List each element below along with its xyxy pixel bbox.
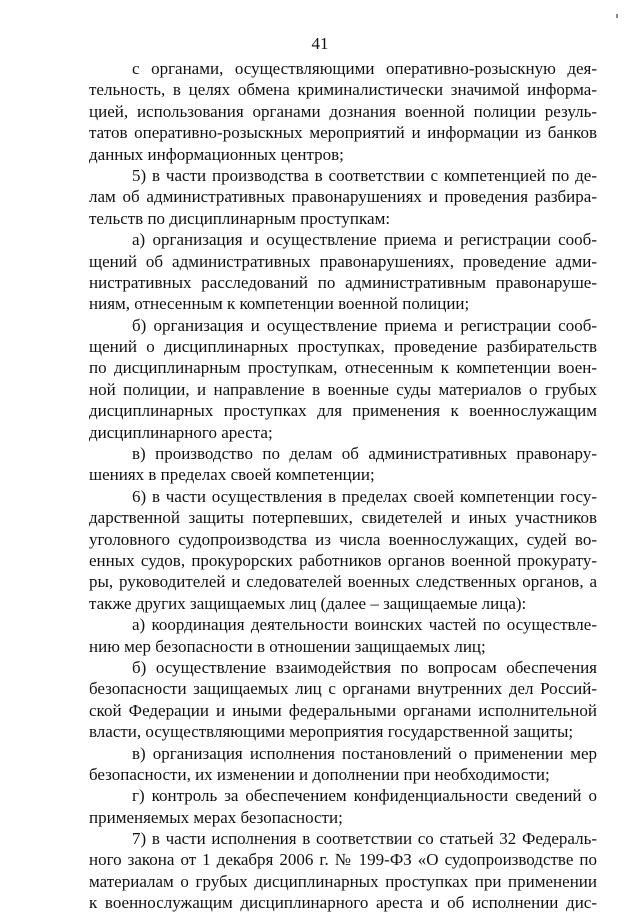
text-line: применяемых мерах безопасности; [89, 807, 343, 827]
scan-mark [616, 14, 618, 18]
text-line: дисциплинарных проступках для применения к военнослужащим [89, 401, 597, 421]
text-line: ниям, отнесенным к компетенции военной полиции; [89, 294, 470, 314]
text-line: лам об административных правонарушениях и проведения разбира- [89, 187, 597, 207]
text-line: енных судов, прокурорских работников органов военной прокурату- [89, 550, 597, 570]
text-line: тельств по дисциплинарным проступкам: [89, 208, 391, 228]
text-line: данных информационных центров; [89, 144, 344, 164]
text-line: щений об административных правонарушениях, проведение адми- [89, 251, 597, 271]
text-line: власти, осуществляющими мероприятия государственной защиты; [89, 722, 574, 742]
text-line: 6) в части осуществления в пределах своей компетенции госу- [132, 486, 597, 506]
text-line: ной полиции, и направление в военные суды материалов о грубых [89, 379, 597, 399]
text-line: б) организация и осуществление приема и регистрации сооб- [132, 315, 597, 335]
text-line: в) организация исполнения постановлений о применении мер [132, 743, 597, 763]
text-line: дисциплинарного ареста; [89, 422, 273, 442]
text-line: ры, руководителей и следователей военных следственных органов, а [89, 572, 597, 592]
text-line: б) осуществление взаимодействия по вопросам обеспечения [132, 657, 597, 677]
text-line: шениях в пределах своей компетенции; [89, 465, 375, 485]
text-line: безопасности защищаемых лиц с органами внутренних дел Россий- [89, 679, 597, 699]
text-line: а) организация и осуществление приема и регистрации сооб- [132, 230, 597, 250]
text-line: с органами, осуществляющими оперативно-розыскную дея- [132, 59, 597, 78]
text-line: дарственной защиты потерпевших, свидетелей и иных участников [89, 508, 597, 528]
text-line: тельность, в целях обмена криминалистически значимой информа- [89, 80, 597, 100]
text-line: цией, использования органами дознания военной полиции резуль- [89, 101, 597, 121]
document-body [89, 58, 597, 914]
text-line: ного закона от 1 декабря 2006 г. № 199-ФЗ «О судопроизводстве по [89, 850, 597, 870]
text-line: по дисциплинарным проступкам, отнесенным к компетенции воен- [89, 358, 597, 378]
page-number: 41 [311, 34, 329, 53]
text-line: татов оперативно-розыскных мероприятий и информации из банков [89, 123, 597, 143]
text-line: уголовного судопроизводства из числа военнослужащих, судей во- [89, 529, 597, 549]
text-line: нию мер безопасности в отношении защищаемых лиц; [89, 636, 486, 656]
text-line: нистративных расследований по административным правонаруше- [89, 272, 597, 292]
text-line: г) контроль за обеспечением конфиденциальности сведений о [132, 786, 597, 806]
text-line: 5) в части производства в соответствии с компетенцией по де- [132, 165, 597, 185]
text-line: материалам о грубых дисциплинарных проступках при применении [89, 871, 597, 891]
text-line: ской Федерации и иными федеральными органами исполнительной [89, 700, 597, 720]
text-line: к военнослужащим дисциплинарного ареста и об исполнении дис- [89, 893, 597, 913]
text-line: в) производство по делам об административных правонару- [132, 444, 597, 464]
text-line: 7) в части исполнения в соответствии со статьей 32 Федераль- [132, 829, 597, 849]
text-line: также других защищаемых лиц (далее – защищаемые лица): [89, 593, 527, 613]
text-line: безопасности, их изменении и дополнении при необходимости; [89, 764, 550, 784]
text-line: а) координация деятельности воинских частей по осуществле- [132, 615, 597, 635]
text-line: щений о дисциплинарных проступках, проведение разбирательств [89, 337, 597, 357]
